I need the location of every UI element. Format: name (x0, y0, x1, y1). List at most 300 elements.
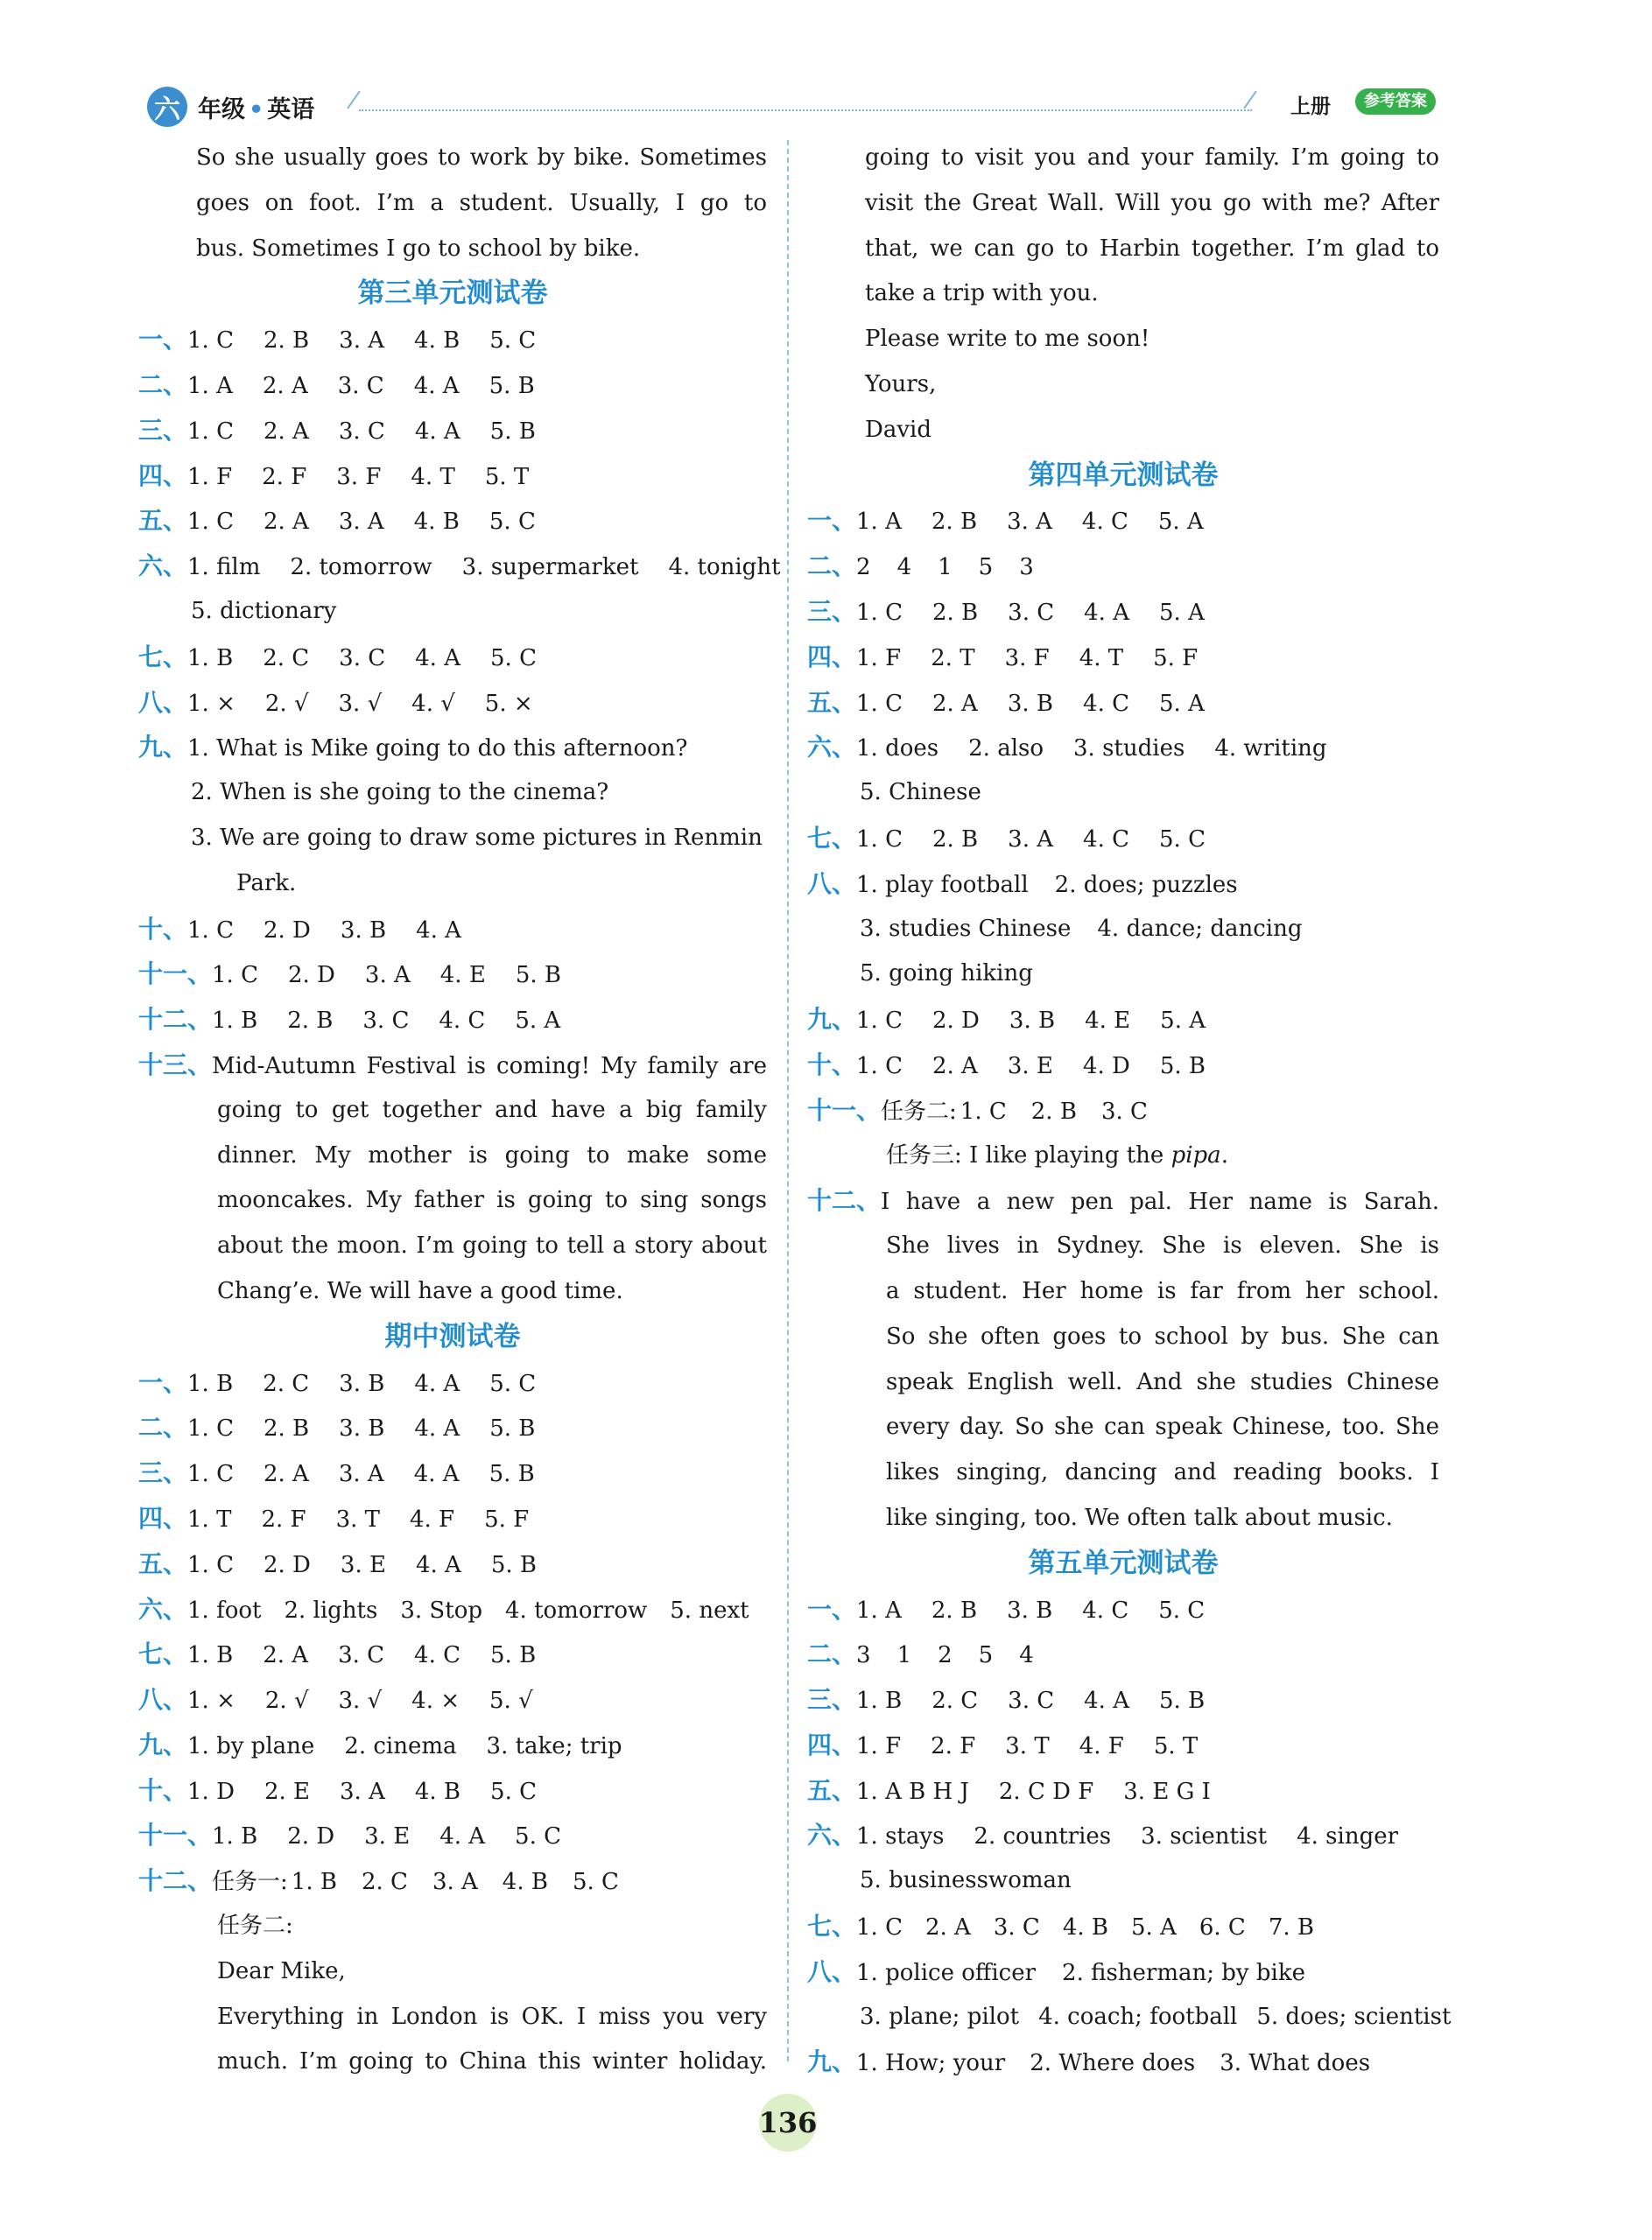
answer-row (138, 997, 767, 1043)
answer-continuation (807, 907, 1439, 952)
answer: 5. B (489, 1415, 536, 1443)
answer: 4. B (1062, 1914, 1108, 1942)
answer-row (807, 1813, 1439, 1858)
answer: 2. lights (284, 1597, 378, 1624)
answer: 3. A (1008, 825, 1054, 853)
question-number: 九、 (138, 733, 188, 762)
answer: 5. B (489, 418, 536, 445)
answer: 5. C (489, 327, 537, 355)
answer-row (807, 498, 1439, 544)
answer: 4. A (413, 372, 460, 399)
answer: 2. T (931, 644, 975, 671)
question-number: 四、 (138, 1503, 188, 1533)
answer: 5. B (515, 962, 562, 989)
answer: 1. B (856, 1688, 903, 1715)
answer: 3. F (1004, 644, 1050, 671)
answer: 4. A (416, 916, 461, 944)
answer: 1. T (187, 1506, 232, 1533)
answer: 4. A (1084, 599, 1129, 626)
answer: 4. A (414, 1370, 460, 1397)
answer: 3. studies (1073, 735, 1185, 762)
answer: 3. E (340, 1551, 386, 1578)
volume-label: 上册 (1290, 95, 1331, 118)
answer-text-line: She lives in Sydney. She is eleven. She is (886, 1232, 1439, 1260)
answer: 4. C (1081, 509, 1128, 536)
answer: 4. F (1079, 1732, 1124, 1759)
answer: 1. does (856, 735, 939, 762)
question-number: 八、 (138, 1685, 188, 1715)
column-divider (787, 140, 789, 2061)
question-number: 十三、 (138, 1050, 213, 1079)
answer: 4. writing (1214, 735, 1327, 762)
question-number: 五、 (138, 1548, 188, 1578)
answer: 3. Stop (400, 1597, 482, 1624)
answer: 2. B (1030, 1098, 1077, 1125)
answer: 4. coach; football (1038, 2003, 1238, 2030)
answer-row (807, 2040, 1439, 2085)
question-number: 二、 (138, 1413, 188, 1443)
answer-row (807, 1768, 1439, 1814)
question-number: 七、 (138, 642, 188, 671)
question-number: 九、 (807, 2047, 857, 2077)
answer: 4. B (413, 509, 460, 536)
letter-closing: Please write to me soon! (865, 326, 1150, 353)
answer: 4. C (1082, 1597, 1129, 1624)
letter-line: take a trip with you. (865, 280, 1099, 307)
answer: 2. B (931, 825, 979, 853)
answer: 1. C (856, 1052, 903, 1079)
answer: 4. A (439, 1823, 486, 1850)
answer: 5. C (1158, 1597, 1206, 1624)
answer: 2. C (263, 1370, 310, 1397)
answer-emphasis: pipa (1170, 1141, 1221, 1169)
answer: 3. √ (338, 1688, 383, 1715)
answer-text-line: a student. Her home is far from her school. (886, 1277, 1439, 1304)
answer: 4. × (411, 1688, 460, 1715)
answer: 3. T (1005, 1732, 1050, 1759)
answer-row (138, 1813, 767, 1858)
answer-row (138, 1360, 767, 1406)
answer: 1. A (856, 1597, 902, 1624)
answer: 4. B (414, 1778, 461, 1805)
answer: 2. B (931, 509, 978, 536)
answer-row (807, 1632, 1439, 1677)
text-line: bus. Sometimes I go to school by bike. (196, 235, 641, 262)
answer-row (138, 680, 767, 726)
answer: 1. C (187, 1461, 234, 1488)
answer: 1. C (187, 418, 234, 445)
answer: 4. dance; dancing (1097, 915, 1303, 942)
answer-continuation: 5. businesswoman (860, 1867, 1072, 1894)
answer-row (807, 589, 1439, 635)
answer: 1. C (187, 1551, 234, 1578)
answer-row (138, 1405, 767, 1450)
answer: 1. C (212, 962, 258, 989)
answer: 5. A (1160, 1008, 1206, 1035)
question-number: 五、 (138, 506, 188, 536)
question-number: 二、 (138, 369, 188, 399)
answer: 2. C (361, 1869, 408, 1896)
answer: 5. C (489, 509, 536, 536)
answer: 1. How; your (856, 2050, 1006, 2077)
answer-continuation: 2. When is she going to the cinema? (191, 779, 609, 806)
answer-row (807, 1178, 1439, 1224)
answer: 7. B (1268, 1914, 1315, 1942)
answer: 3. F (336, 463, 382, 490)
answer-row (138, 1723, 767, 1768)
answer: 4. tonight (668, 554, 781, 581)
answer: 1. F (187, 463, 233, 490)
answer-row (138, 1541, 767, 1587)
answer: 3 (856, 1642, 871, 1669)
answer: 3. C (338, 418, 385, 445)
answer: 3. T (335, 1506, 380, 1533)
letter-signature: David (865, 416, 931, 443)
answer: 2. A (263, 1642, 309, 1669)
answer: 5. C (490, 1778, 538, 1805)
question-number: 一、 (807, 506, 857, 536)
answer: 2. A (924, 1914, 971, 1942)
answer: 3. A (338, 509, 384, 536)
answer: 1. B (212, 1008, 258, 1035)
answer: 1. play football (856, 871, 1029, 898)
answer-row (138, 1450, 767, 1496)
answer: 1. B (291, 1869, 337, 1896)
answer: 1 (896, 1642, 912, 1669)
answer: 2. A (263, 1461, 309, 1488)
answer: 4. tomorrow (505, 1597, 648, 1624)
answer: 3. E (364, 1823, 411, 1850)
answer: 2. also (968, 735, 1044, 762)
answer-row (807, 1904, 1439, 1949)
answer-text-line: going to get together and have a big family (217, 1096, 767, 1123)
answer-text-line: about the moon. I’m going to tell a story about (217, 1232, 767, 1260)
answer: 5. C (489, 1370, 537, 1397)
answer-text-line: So she often goes to school by bus. She can (886, 1323, 1439, 1350)
answer: 2. B (263, 1415, 310, 1443)
answer-text-line: I have a new pen pal. Her name is Sarah. (881, 1189, 1439, 1216)
answer: 1. B (187, 1642, 234, 1669)
answer: 3. C (338, 1642, 385, 1669)
answer: 4. B (414, 327, 460, 355)
answer-row (807, 1723, 1439, 1768)
answer-continuation: 5. going hiking (860, 960, 1033, 987)
answer: 3. C (1100, 1098, 1148, 1125)
answer: 1. C (187, 327, 234, 355)
answer: 2. F (262, 463, 307, 490)
answer: 4. C (414, 1642, 460, 1669)
question-number: 七、 (807, 823, 857, 853)
answer-row (138, 951, 767, 997)
answer: 4. A (415, 644, 460, 671)
answer: 2. D (287, 962, 335, 989)
answer-text-line: Chang’e. We will have a good time. (217, 1277, 623, 1304)
answer: 1. A (856, 509, 902, 536)
question-number: 十二、 (807, 1186, 882, 1216)
answer: 3 (1019, 554, 1034, 581)
answer: 1. D (187, 1778, 235, 1805)
question-number: 九、 (138, 1730, 188, 1759)
answer: 2. B (263, 327, 310, 355)
answer: . (1220, 1141, 1228, 1169)
answer: 5. B (490, 1551, 538, 1578)
answer: 3. A (432, 1869, 478, 1896)
grade-label: 年级 (198, 96, 245, 123)
answer: 3. scientist (1141, 1823, 1268, 1850)
question-number: 二、 (807, 551, 857, 581)
answer: 1. C (187, 916, 234, 944)
answer: 4. A (414, 1415, 460, 1443)
answer: 3. A (1007, 509, 1052, 536)
answer: 5. F (484, 1506, 530, 1533)
separator-dot-icon: • (249, 96, 264, 123)
question-number: 一、 (138, 325, 188, 355)
answer: 4. A (415, 1551, 461, 1578)
answer: 3. C (993, 1914, 1040, 1942)
answer-row (807, 997, 1439, 1043)
answer: 1. C (856, 690, 903, 717)
answer-row (138, 1043, 767, 1088)
answer: 5. F (1153, 644, 1199, 671)
section-title-unit4: 第四单元测试卷 (1028, 459, 1219, 491)
answer: 4. C (439, 1008, 486, 1035)
answer-row (138, 362, 767, 408)
answer: 1. C (960, 1098, 1007, 1125)
answer: 1. × (187, 690, 235, 717)
answer: 1. B (187, 1370, 234, 1397)
answer: 3. supermarket (461, 554, 639, 581)
answer: 2. D (931, 1008, 980, 1035)
question-number: 十、 (138, 1775, 188, 1805)
answer-continuation: 3. We are going to draw some pictures in Renmin (191, 824, 763, 851)
answer-row (807, 1043, 1439, 1088)
question-number: 六、 (807, 1821, 857, 1850)
answer: 4. C (1083, 825, 1129, 853)
answer: 5. B (489, 1461, 535, 1488)
question-number: 六、 (138, 551, 188, 581)
question-number: 三、 (138, 1458, 188, 1488)
question-number: 一、 (138, 1367, 188, 1397)
answer-row (807, 635, 1439, 680)
right-column (807, 136, 1452, 2085)
answer: 4. A (413, 1461, 460, 1488)
answer: 1. C (187, 1415, 234, 1443)
answer: 5 (978, 1642, 994, 1669)
answer: 5. C (515, 1823, 562, 1850)
answer-row (807, 1677, 1439, 1723)
answer: 3. E G I (1123, 1778, 1211, 1805)
question-number: 七、 (807, 1912, 857, 1942)
answer: 1. stays (856, 1823, 945, 1850)
question-number: 十一、 (138, 1821, 213, 1850)
answer: 1. C (187, 509, 234, 536)
answer: 3. studies Chinese (860, 915, 1072, 942)
answer-continuation (807, 1134, 1439, 1179)
header-slash-icon (347, 91, 360, 109)
letter-line: that, we can go to Harbin together. I’m glad to (865, 235, 1439, 262)
answer: 2. tomorrow (290, 554, 432, 581)
question-number: 四、 (807, 642, 857, 671)
answer: 3. plane; pilot (860, 2003, 1020, 2030)
answer: 3. What does (1220, 2050, 1371, 2077)
answer: 1. foot (187, 1597, 262, 1624)
answer: 1. film (187, 554, 261, 581)
left-column (138, 136, 781, 2085)
answer: 2. does; puzzles (1054, 871, 1238, 898)
question-number: 五、 (807, 1775, 857, 1805)
question-number: 四、 (807, 1730, 857, 1759)
page-header (140, 83, 1436, 136)
answer: 5. C (1159, 825, 1206, 853)
answer: 2. D (263, 916, 311, 944)
letter-signoff: Yours, (865, 370, 937, 397)
answer: 3. A (340, 1778, 385, 1805)
answer: 3. B (1009, 1008, 1056, 1035)
answer: 2. √ (264, 690, 309, 717)
answer: 2 (856, 554, 871, 581)
question-number: 八、 (807, 868, 857, 898)
letter-greeting: Dear Mike, (217, 1957, 346, 1984)
question-number: 十、 (138, 914, 188, 944)
answer: 2 (938, 1642, 953, 1669)
section-title-unit3: 第三单元测试卷 (357, 277, 548, 310)
answer: 2. A (263, 509, 309, 536)
answer-text-line: likes singing, dancing and reading books. I (886, 1459, 1439, 1486)
question-number: 十二、 (138, 1005, 213, 1035)
answer: 5. B (490, 1642, 537, 1669)
answer: 3. A (339, 327, 385, 355)
answer-row (138, 635, 767, 680)
answer: 5. T (1153, 1732, 1199, 1759)
question-number: 三、 (138, 415, 188, 445)
question-number: 四、 (138, 460, 188, 490)
question-number: 九、 (807, 1005, 857, 1035)
answer-row (807, 861, 1439, 907)
question-number: 五、 (807, 687, 857, 717)
question-number: 八、 (807, 1956, 857, 1986)
answer-row (138, 1768, 767, 1814)
answer-row (807, 1587, 1439, 1633)
answer: 5. B (1159, 1052, 1206, 1079)
question-number: 八、 (138, 687, 188, 717)
answer: 5. A (515, 1008, 561, 1035)
answer-text-line: dinner. My mother is going to make some (217, 1141, 767, 1169)
answer: 4. T (1079, 644, 1124, 671)
answer-continuation: 5. Chinese (860, 779, 981, 806)
question-number: 十、 (807, 1050, 857, 1079)
answer-row (138, 907, 767, 952)
answer: 3. B (339, 1370, 385, 1397)
answer: 1. C (856, 1914, 903, 1942)
answer-row (138, 544, 781, 589)
answer-continuation (807, 1995, 1452, 2040)
answer: 2. B (931, 599, 979, 626)
answer: 2. Where does (1030, 2050, 1196, 2077)
letter-line: much. I’m going to China this winter holiday. (217, 2048, 767, 2075)
answer: 3. B (340, 916, 387, 944)
answer-text-line: like singing, too. We often talk about music. (886, 1504, 1393, 1531)
answer: 5. A (1157, 509, 1204, 536)
answer: 5. C (572, 1869, 619, 1896)
answer-row (138, 408, 767, 453)
answer-row (138, 1677, 767, 1723)
answer: 5. A (1159, 599, 1205, 626)
answer: 4. T (411, 463, 455, 490)
answer: 4. C (1083, 690, 1129, 717)
answer: 2. E (264, 1778, 310, 1805)
answer-row (138, 1496, 767, 1541)
question-number: 十二、 (138, 1866, 213, 1896)
task-label: 任务三: (886, 1141, 962, 1169)
answer: 4 (1019, 1642, 1034, 1669)
section-title-unit5: 第五单元测试卷 (1028, 1547, 1219, 1579)
answer: 2. fisherman; by bike (1062, 1959, 1305, 1986)
answer: 5. A (1159, 690, 1205, 717)
answer: 2. A (931, 1052, 978, 1079)
answer: 5. does; scientist (1256, 2003, 1452, 2030)
question-number: 三、 (807, 1685, 857, 1715)
answer: 4. D (1082, 1052, 1130, 1079)
answer-row (138, 1632, 767, 1677)
answer: 2. B (287, 1008, 334, 1035)
answer: 2. D (287, 1823, 335, 1850)
answer: 3. A (364, 962, 411, 989)
question-number: 一、 (807, 1594, 857, 1624)
answer: 2. F (261, 1506, 306, 1533)
answer: 1. What is Mike going to do this afternoon? (187, 735, 688, 762)
answer: 2. F (931, 1732, 976, 1759)
answer: 4. A (1084, 1688, 1129, 1715)
answer: 2. B (931, 1597, 978, 1624)
answer-row (807, 816, 1439, 861)
answer: 1. A (187, 372, 233, 399)
answer: 1. C (856, 599, 903, 626)
answer-text-line: mooncakes. My father is going to sing songs (217, 1187, 767, 1214)
question-number: 十一、 (807, 1095, 882, 1125)
answer-row (807, 680, 1439, 726)
letter-line: Everything in London is OK. I miss you very (217, 2003, 767, 2030)
answer: 2. A (263, 418, 309, 445)
answer: 2. D (263, 1551, 311, 1578)
section-title-midterm: 期中测试卷 (384, 1320, 521, 1352)
answer: 3. C (1008, 1688, 1055, 1715)
text-line: goes on foot. I’m a student. Usually, I go to (196, 189, 767, 216)
header-dotted-line (359, 109, 1252, 111)
grade-subject (198, 90, 314, 124)
question-number: 十一、 (138, 959, 213, 989)
answer-row (807, 544, 1439, 589)
answer: 4. F (409, 1506, 455, 1533)
answer: 1. B (187, 644, 234, 671)
answer: 1. C (856, 825, 903, 853)
answer: 1. F (856, 1732, 902, 1759)
answer: 3. A (338, 1461, 384, 1488)
answer: 5. next (670, 1597, 749, 1624)
answer: 3. take; trip (486, 1732, 622, 1759)
answer: 2. A (931, 690, 978, 717)
task-label: 任务二: (217, 1913, 293, 1940)
answer-row (807, 1949, 1439, 1995)
answer-row (138, 725, 767, 770)
question-number: 六、 (807, 733, 857, 762)
answer: 2. C D F (998, 1778, 1094, 1805)
answer: 5. T (484, 463, 530, 490)
answer: 1. police officer (856, 1959, 1037, 1986)
answer: 2. C (931, 1688, 979, 1715)
answer-row (807, 725, 1439, 770)
task-label: 任务二: (881, 1098, 957, 1125)
answer: 5. C (490, 644, 537, 671)
